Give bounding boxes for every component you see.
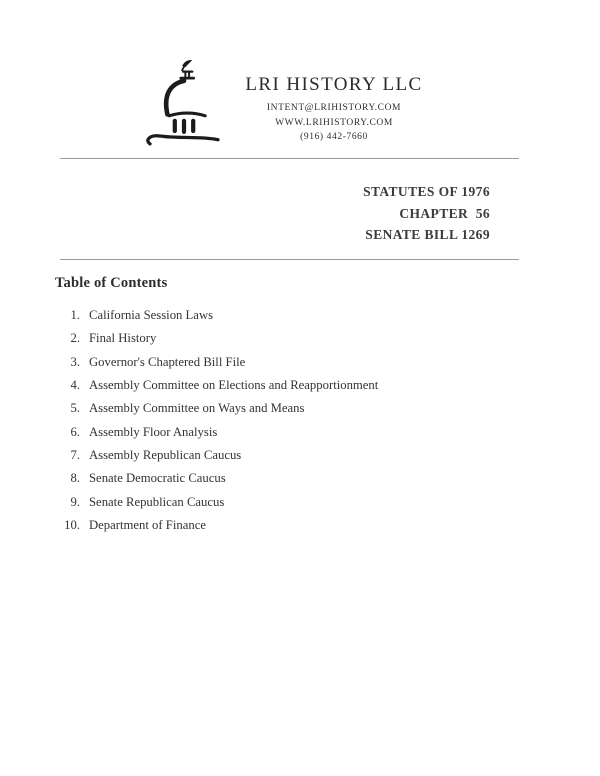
capitol-dome-logo-icon: [138, 58, 230, 146]
toc-item: [52, 374, 378, 397]
toc-item-label: Department of Finance: [89, 518, 206, 533]
company-phone: (916) 442-7660: [300, 132, 368, 143]
toc-item-label: California Session Laws: [89, 308, 214, 322]
toc-item: [52, 327, 378, 350]
toc-item: [52, 351, 378, 374]
divider-top: [60, 158, 519, 159]
toc-item-number: 4.: [70, 378, 80, 393]
toc-item-label: Senate Republican Caucus: [89, 494, 225, 509]
toc-item-label: Assembly Republican Caucus: [89, 448, 242, 463]
toc-item-number: 1.: [70, 308, 80, 322]
toc-item: [52, 467, 378, 490]
toc-item-label: Governor's Chaptered Bill File: [89, 354, 246, 369]
company-name: LRI HISTORY LLC: [245, 74, 423, 95]
statute-title-block: [363, 181, 490, 246]
toc-item-number: 8.: [70, 471, 80, 486]
toc-item-label: Assembly Floor Analysis: [89, 424, 218, 439]
toc-item-number: 3.: [70, 354, 80, 369]
company-email: INTENT@LRIHISTORY.COM: [266, 103, 402, 113]
divider-bottom: [60, 259, 519, 260]
statutes-year-line: STATUTES OF 1976: [363, 184, 490, 199]
toc-item: [52, 421, 378, 444]
chapter-line: CHAPTER 56: [399, 205, 490, 221]
toc-item-number: 9.: [70, 494, 80, 509]
toc-item-label: Assembly Committee on Ways and Means: [89, 401, 305, 416]
toc-heading: Table of Contents: [55, 275, 168, 291]
toc-item-label: Senate Democratic Caucus: [89, 471, 226, 486]
toc-item-number: 7.: [70, 448, 80, 463]
toc-list: [52, 304, 378, 537]
toc-item: [52, 304, 378, 327]
toc-item-label: Final History: [89, 331, 157, 346]
toc-item: [52, 444, 378, 467]
toc-item-number: 5.: [70, 401, 80, 416]
toc-item-label: Assembly Committee on Elections and Reapportionment: [89, 378, 379, 393]
toc-item: [52, 514, 378, 537]
toc-item-number: 10.: [64, 518, 80, 533]
toc-item-number: 6.: [70, 424, 80, 439]
company-contact-block: [222, 74, 446, 142]
toc-item: [52, 397, 378, 420]
toc-item-number: 2.: [70, 331, 80, 346]
toc-item: [52, 491, 378, 514]
company-website: WWW.LRIHISTORY.COM: [275, 117, 393, 128]
senate-bill-line: SENATE BILL 1269: [365, 227, 490, 243]
